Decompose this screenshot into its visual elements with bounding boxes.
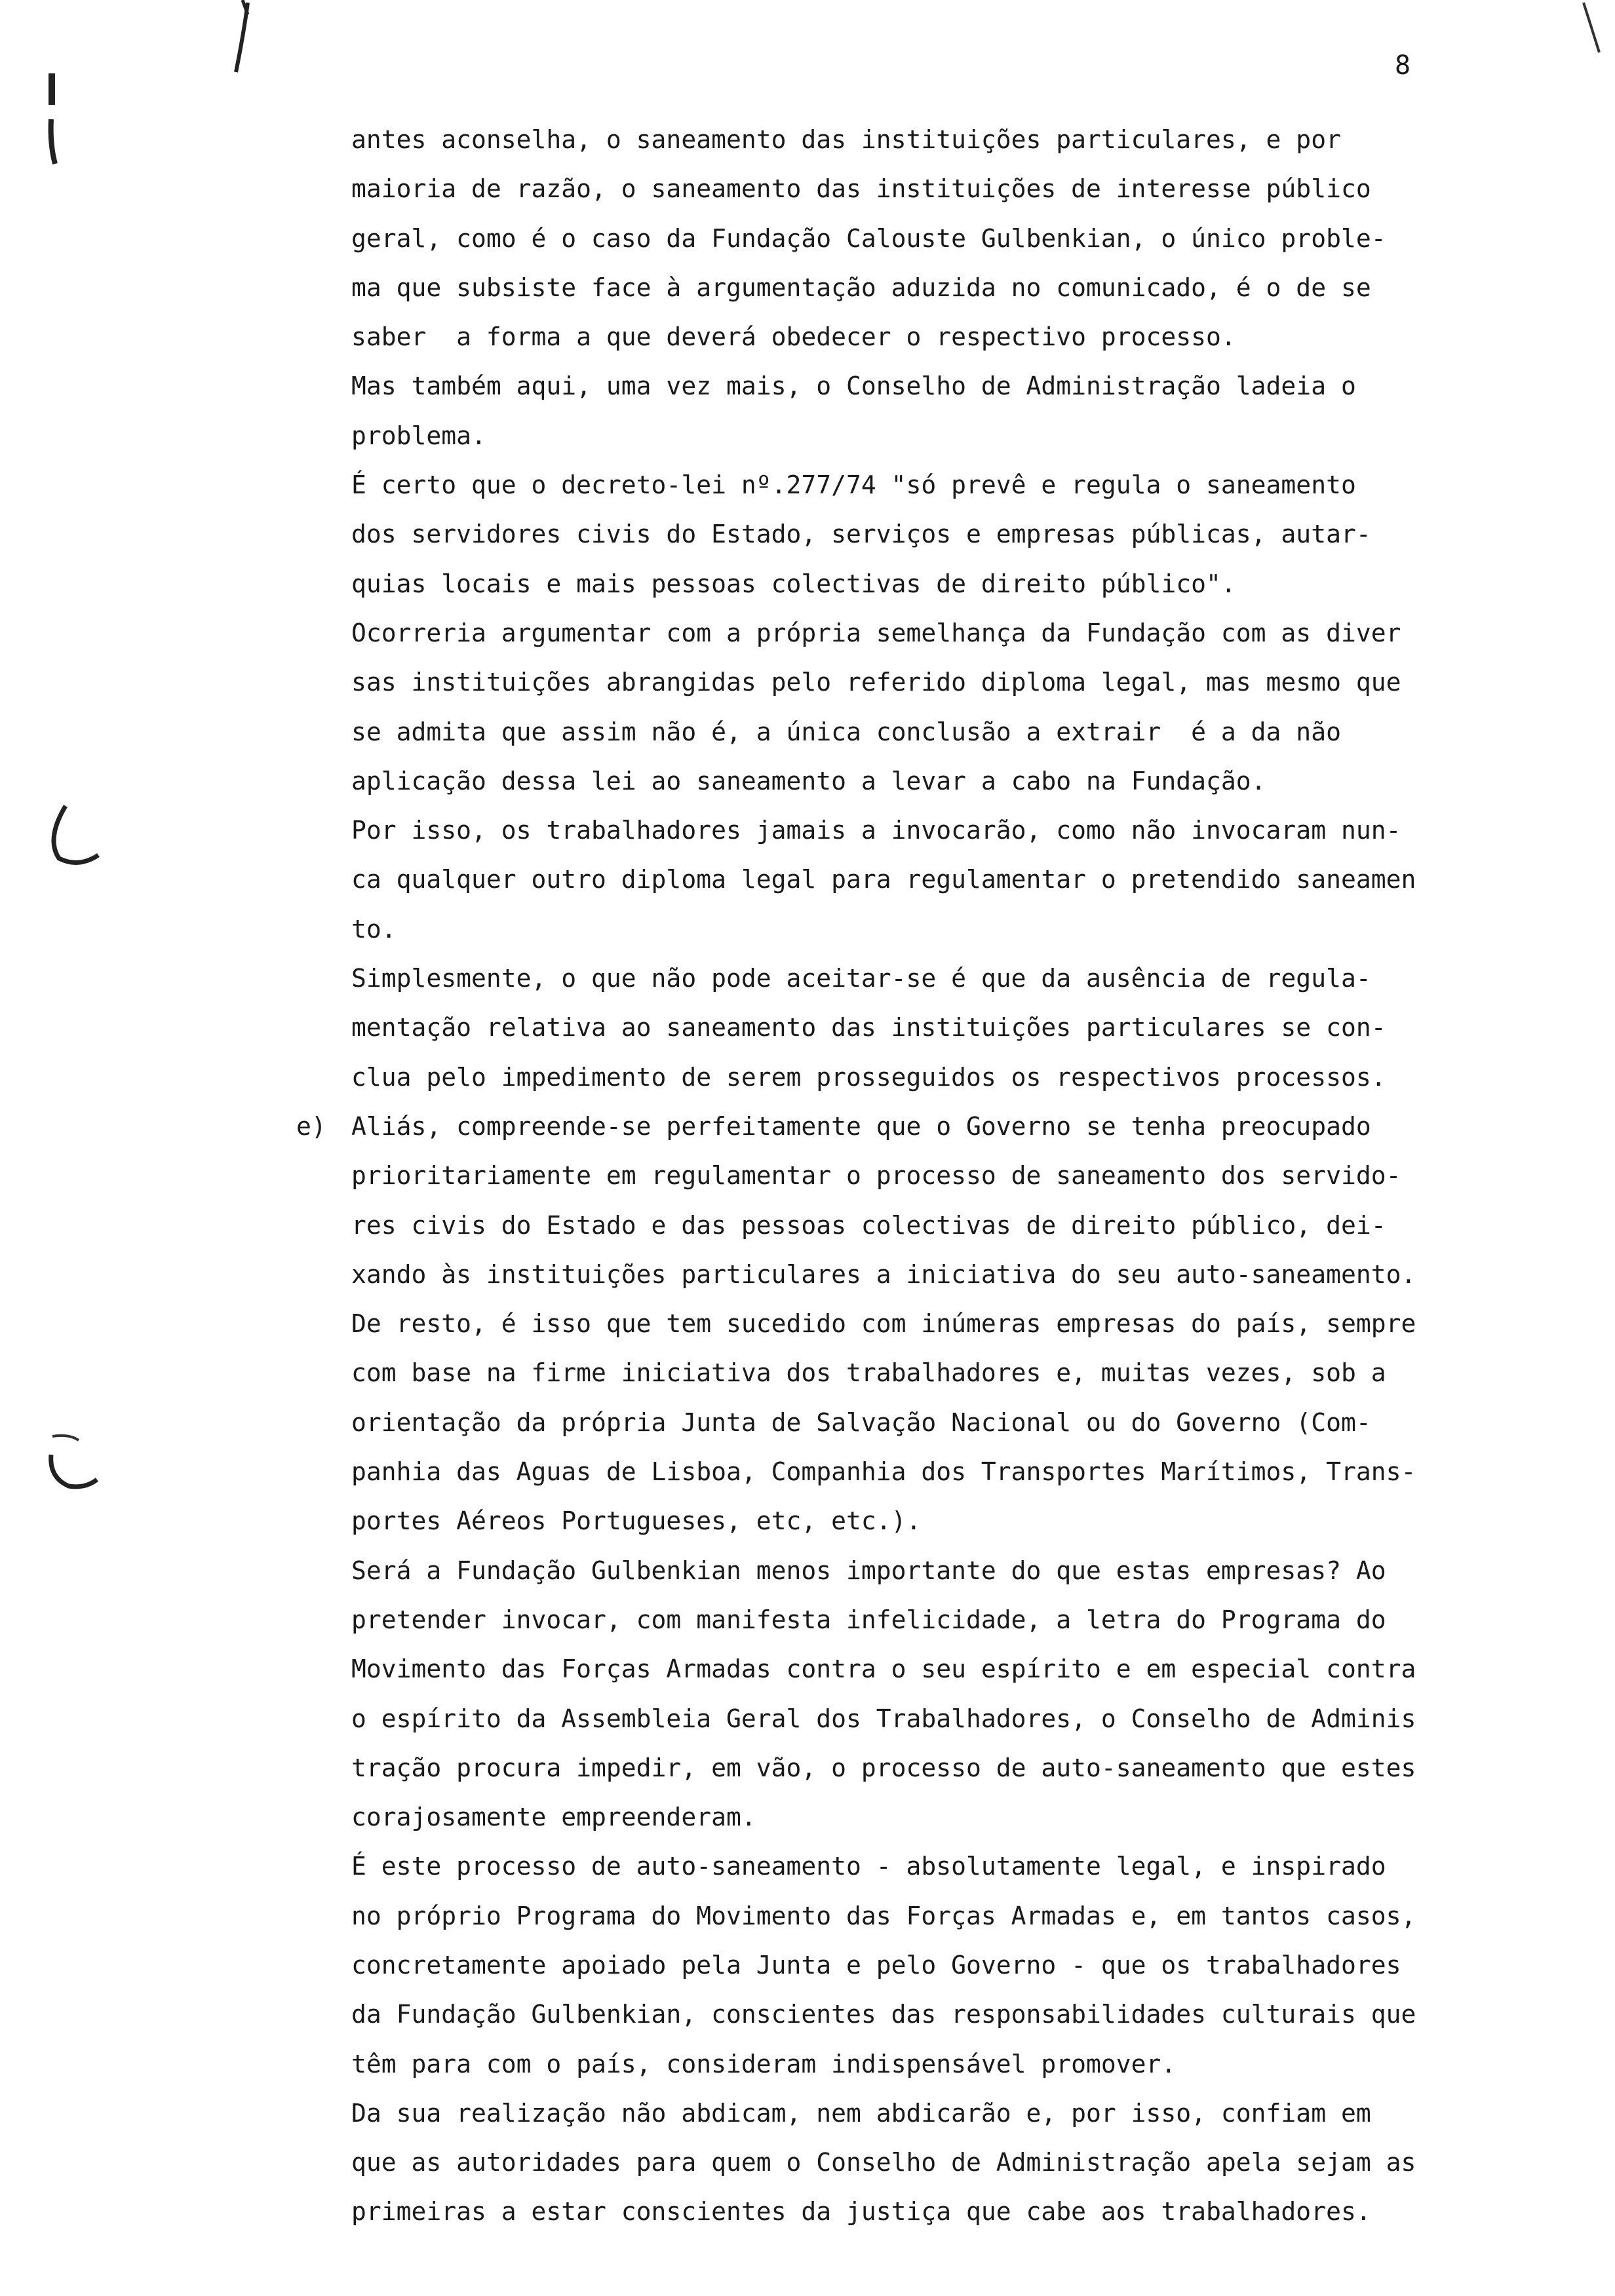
punch-hole-mark-lower xyxy=(39,1428,105,1501)
text-line: Ocorreria argumentar com a própria semelhança da Fundação com as diver xyxy=(351,618,1401,647)
text-line: dos servidores civis do Estado, serviços e empresas públicas, autar- xyxy=(351,520,1371,549)
scan-mark-right-top xyxy=(1580,0,1606,66)
text-line: quias locais e mais pessoas colectivas de direito público". xyxy=(351,569,1236,598)
text-line: panhia das Aguas de Lisboa, Companhia dos Transportes Marítimos, Trans- xyxy=(351,1457,1416,1487)
text-line: geral, como é o caso da Fundação Calouste Gulbenkian, o único proble- xyxy=(351,223,1386,253)
text-line: Simplesmente, o que não pode aceitar-se é que da ausência de regula- xyxy=(351,964,1371,993)
text-line: pretender invocar, com manifesta infelicidade, a letra do Programa do xyxy=(351,1605,1386,1634)
text-line: res civis do Estado e das pessoas colectivas de direito público, dei- xyxy=(351,1210,1386,1240)
scan-mark-left-top xyxy=(39,72,66,170)
page-number: 8 xyxy=(1395,50,1411,81)
text-line: problema. xyxy=(351,421,486,450)
text-line: da Fundação Gulbenkian, conscientes das responsabilidades culturais que xyxy=(351,2000,1416,2029)
item-marker-e: e) xyxy=(296,1112,326,1141)
text-line: sas instituições abrangidas pelo referido diploma legal, mas mesmo que xyxy=(351,668,1401,697)
text-line: o espírito da Assembleia Geral dos Trabalhadores, o Conselho de Adminis xyxy=(351,1704,1416,1733)
text-line: clua pelo impedimento de serem prosseguidos os respectivos processos. xyxy=(351,1062,1386,1092)
text-line: Da sua realização não abdicam, nem abdicarão e, por isso, confiam em xyxy=(351,2098,1371,2128)
text-line: antes aconselha, o saneamento das instituições particulares, e por xyxy=(351,125,1341,154)
text-line: Por isso, os trabalhadores jamais a invocarão, como não invocaram nun- xyxy=(351,816,1401,845)
text-line: que as autoridades para quem o Conselho de Administração apela sejam as xyxy=(351,2148,1416,2177)
text-line: saber a forma a que deverá obedecer o respectivo processo. xyxy=(351,322,1236,352)
text-line: no próprio Programa do Movimento das Forças Armadas e, em tantos casos, xyxy=(351,1901,1416,1930)
text-line: mentação relativa ao saneamento das instituições particulares se con- xyxy=(351,1013,1386,1043)
text-line: portes Aéreos Portugueses, etc, etc.). xyxy=(351,1506,922,1536)
text-line: Mas também aqui, uma vez mais, o Conselho de Administração ladeia o xyxy=(351,372,1356,401)
text-line: to. xyxy=(351,914,397,944)
text-line: primeiras a estar conscientes da justiça que cabe aos trabalhadores. xyxy=(351,2197,1371,2227)
scan-mark-top xyxy=(216,0,262,79)
text-line: tração procura impedir, em vão, o processo de auto-saneamento que estes xyxy=(351,1753,1416,1782)
text-line: têm para com o país, consideram indispensável promover. xyxy=(351,2049,1177,2078)
text-line: ma que subsiste face à argumentação aduzida no comunicado, é o de se xyxy=(351,273,1371,302)
body-text xyxy=(351,115,1518,2237)
text-line: Será a Fundação Gulbenkian menos importante do que estas empresas? Ao xyxy=(351,1556,1386,1585)
text-line: orientação da própria Junta de Salvação Nacional ou do Governo (Com- xyxy=(351,1407,1371,1437)
punch-hole-mark-upper xyxy=(39,799,105,871)
text-line: Aliás, compreende-se perfeitamente que o Governo se tenha preocupado xyxy=(351,1111,1371,1141)
text-line: É certo que o decreto-lei nº.277/74 "só prevê e regula o saneamento xyxy=(351,470,1356,500)
text-line: concretamente apoiado pela Junta e pelo Governo - que os trabalhadores xyxy=(351,1950,1401,1980)
text-line: aplicação dessa lei ao saneamento a levar a cabo na Fundação. xyxy=(351,766,1266,795)
text-line: De resto, é isso que tem sucedido com inúmeras empresas do país, sempre xyxy=(351,1309,1416,1339)
text-line: É este processo de auto-saneamento - absolutamente legal, e inspirado xyxy=(351,1852,1386,1881)
text-line: xando às instituições particulares a iniciativa do seu auto-saneamento. xyxy=(351,1259,1416,1289)
text-line: com base na firme iniciativa dos trabalhadores e, muitas vezes, sob a xyxy=(351,1358,1386,1388)
text-line: ca qualquer outro diploma legal para regulamentar o pretendido saneamen xyxy=(351,865,1416,894)
text-line: prioritariamente em regulamentar o processo de saneamento dos servido- xyxy=(351,1161,1401,1191)
text-line: se admita que assim não é, a única conclusão a extrair é a da não xyxy=(351,717,1341,746)
text-line: Movimento das Forças Armadas contra o seu espírito e em especial contra xyxy=(351,1655,1416,1684)
text-line: corajosamente empreenderam. xyxy=(351,1803,756,1832)
text-line: maioria de razão, o saneamento das instituições de interesse público xyxy=(351,174,1371,204)
